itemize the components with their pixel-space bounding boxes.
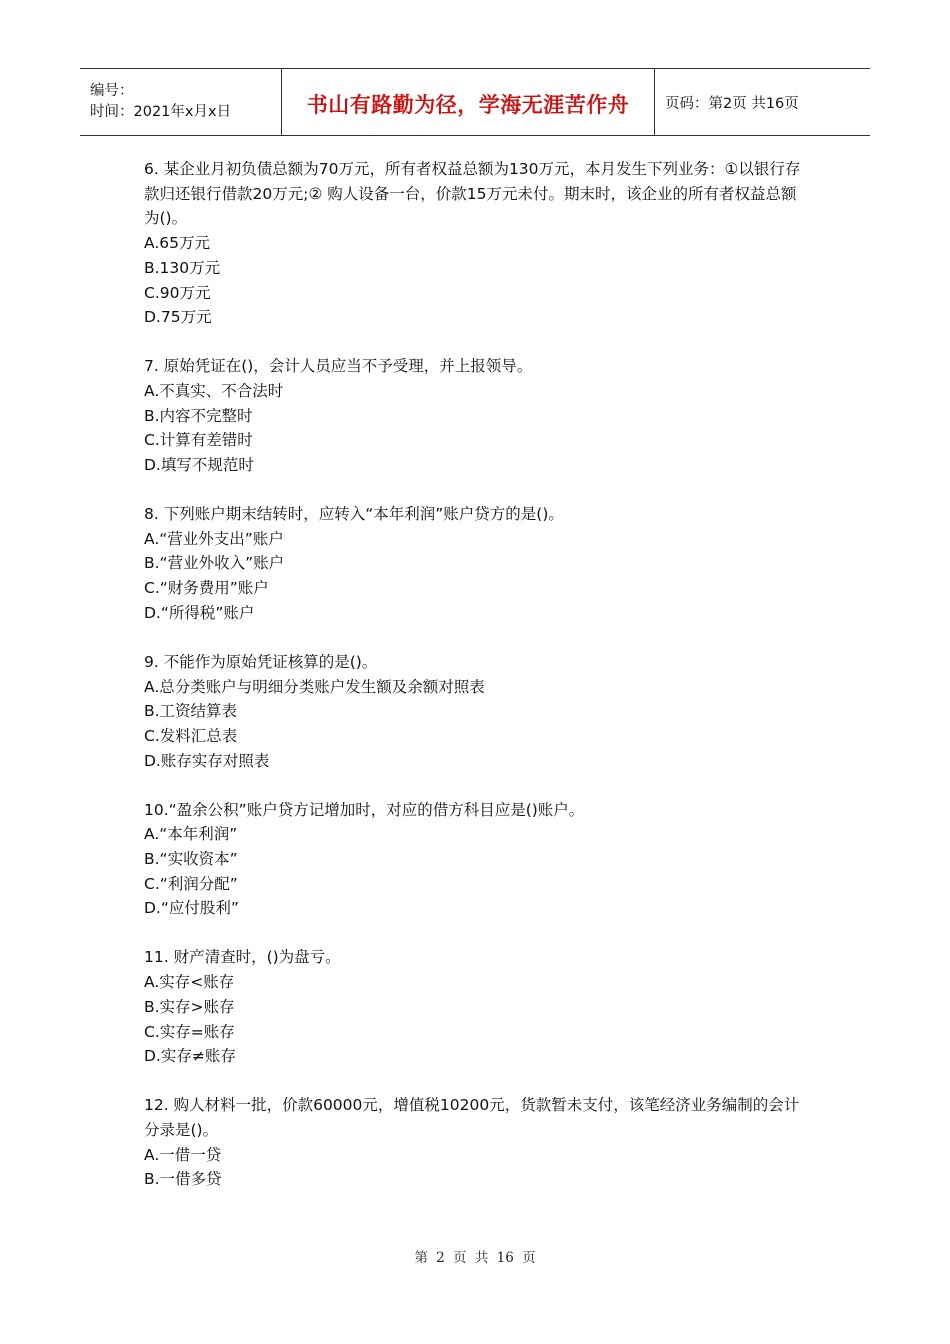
question-text: 10.“盈余公积”账户贷方记增加时，对应的借方科目应是()账户。	[144, 800, 585, 819]
header-page-info	[655, 69, 870, 135]
option-d: D.填写不规范时	[144, 456, 254, 475]
option-c: C.发料汇总表	[144, 726, 238, 745]
option-d: D.实存≠账存	[144, 1047, 236, 1066]
question-text: 12. 购人材料一批，价款60000元，增值税10200元，货款暂未支付，该笔经济业务编制的会计分录是()。	[144, 1096, 800, 1139]
option-a: A.一借一贷	[144, 1145, 222, 1164]
serial-number-label: 编号：	[90, 83, 134, 99]
option-a: A.实存<账存	[144, 973, 235, 992]
question-item	[144, 157, 809, 330]
option-a: A.“营业外支出”账户	[144, 529, 284, 548]
header-motto-cell	[282, 69, 655, 135]
question-item	[144, 945, 809, 1069]
page-number-label: 页码：第2页 共16页	[665, 95, 799, 112]
option-b: B.实存>账存	[144, 997, 235, 1016]
option-d: D.“应付股利”	[144, 899, 239, 918]
option-c: C.实存=账存	[144, 1022, 235, 1041]
option-c: C.“财务费用”账户	[144, 579, 269, 598]
question-text: 8. 下列账户期末结转时，应转入“本年利润”账户贷方的是()。	[144, 505, 564, 524]
option-b: B.内容不完整时	[144, 406, 253, 425]
option-b: B.130万元	[144, 258, 221, 277]
question-list	[144, 157, 809, 1216]
question-item	[144, 798, 809, 922]
page-header	[80, 68, 870, 136]
option-c: C.90万元	[144, 283, 211, 302]
header-meta	[80, 69, 282, 135]
question-text: 9. 不能作为原始凭证核算的是()。	[144, 652, 378, 671]
question-text: 11. 财产清查时，()为盘亏。	[144, 948, 341, 967]
option-a: A.不真实、不合法时	[144, 381, 284, 400]
motto-text: 书山有路勤为径，学海无涯苦作舟	[306, 92, 630, 117]
question-item	[144, 354, 809, 478]
option-b: B.工资结算表	[144, 702, 238, 721]
question-item	[144, 650, 809, 774]
option-b: B.一借多贷	[144, 1170, 222, 1189]
option-a: A.65万元	[144, 234, 210, 253]
question-item	[144, 502, 809, 626]
question-item	[144, 1093, 809, 1192]
option-d: D.账存实存对照表	[144, 751, 270, 770]
option-a: A.总分类账户与明细分类账户发生额及余额对照表	[144, 677, 485, 696]
question-text: 6. 某企业月初负债总额为70万元，所有者权益总额为130万元，本月发生下列业务：①以银行存款归还银行借款20万元;② 购人设备一台，价款15万元未付。期末时，该企业的所有者权益总额为()。	[144, 160, 801, 228]
question-text: 7. 原始凭证在()，会计人员应当不予受理，并上报领导。	[144, 357, 533, 376]
option-c: C.计算有差错时	[144, 431, 253, 450]
option-c: C.“利润分配”	[144, 874, 238, 893]
option-b: B.“实收资本”	[144, 850, 238, 869]
date-label: 时间：2021年x月x日	[90, 104, 232, 120]
page-footer: 第 2 页 共 16 页	[414, 1250, 536, 1266]
option-d: D.“所得税”账户	[144, 603, 255, 622]
option-a: A.“本年利润”	[144, 825, 238, 844]
option-d: D.75万元	[144, 308, 212, 327]
option-b: B.“营业外收入”账户	[144, 554, 285, 573]
